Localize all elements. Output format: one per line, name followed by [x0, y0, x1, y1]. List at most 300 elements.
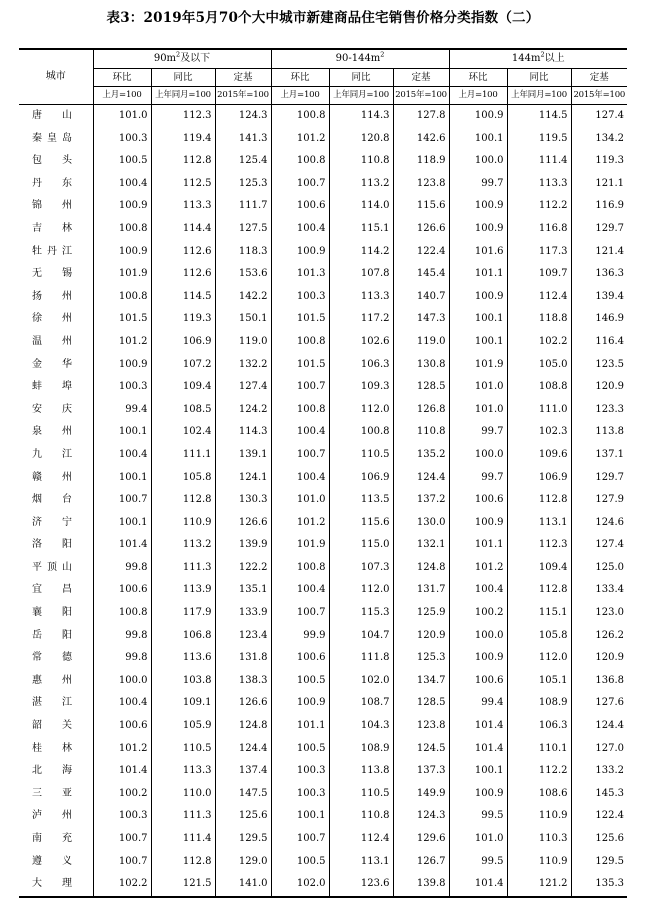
index-value-cell: 110.1 [507, 738, 571, 761]
index-value-cell: 130.3 [215, 489, 271, 512]
index-value-cell: 127.4 [595, 110, 625, 121]
index-value-cell: 146.9 [595, 313, 625, 325]
index-value-cell: 121.5 [151, 873, 215, 897]
index-value-cell: 100.8 [271, 557, 329, 580]
index-value-cell: 100.6 [271, 195, 329, 218]
index-value-cell: 100.4 [449, 579, 507, 602]
index-value-cell: 100.9 [449, 783, 507, 806]
index-value-cell: 100.1 [449, 308, 507, 331]
index-value-cell: 101.4 [449, 873, 507, 897]
index-value-cell: 106.9 [507, 467, 571, 490]
index-value-cell: 112.2 [507, 195, 571, 218]
index-value-cell: 100.7 [93, 828, 151, 851]
table-row [19, 399, 627, 422]
index-value-cell: 100.4 [271, 421, 329, 444]
index-value-cell: 134.7 [393, 670, 449, 693]
index-value-cell: 100.8 [271, 331, 329, 354]
city-name: 无锡 [32, 268, 72, 280]
city-name: 泸州 [32, 810, 72, 822]
index-value-cell: 119.0 [215, 331, 271, 354]
index-value-cell: 100.4 [93, 444, 151, 467]
index-value-cell: 111.0 [507, 399, 571, 422]
city-name: 岳阳 [32, 629, 72, 641]
index-value-cell: 107.3 [329, 557, 393, 580]
city-cell [19, 760, 93, 783]
index-value-cell: 133.2 [595, 765, 625, 777]
index-value-cell: 123.5 [595, 358, 625, 370]
index-value-cell: 115.1 [507, 602, 571, 625]
city-name: 九江 [32, 448, 72, 460]
index-value-cell: 109.4 [151, 376, 215, 399]
table-row [19, 489, 627, 512]
city-cell [19, 354, 93, 377]
table-row [19, 557, 627, 580]
group-header-suffix: 以上 [544, 53, 565, 64]
index-value-cell: 110.8 [329, 805, 393, 828]
index-value-cell: 110.5 [329, 444, 393, 467]
city-cell [19, 647, 93, 670]
index-value-cell: 126.2 [595, 629, 625, 641]
index-value-cell: 106.9 [151, 331, 215, 354]
index-value-cell: 127.0 [595, 742, 625, 754]
city-name: 金华 [32, 358, 72, 370]
index-value-cell: 132.1 [393, 534, 449, 557]
city-cell [19, 692, 93, 715]
index-value-cell: 124.4 [393, 467, 449, 490]
city-cell [19, 376, 93, 399]
index-value-cell: 106.8 [151, 625, 215, 648]
index-value-cell: 111.1 [151, 444, 215, 467]
index-value-cell: 102.0 [329, 670, 393, 693]
city-cell [19, 534, 93, 557]
index-value-cell: 109.4 [507, 557, 571, 580]
city-cell [19, 783, 93, 806]
index-value-cell: 100.9 [93, 195, 151, 218]
index-value-cell: 112.8 [151, 150, 215, 173]
index-value-cell: 102.6 [329, 331, 393, 354]
index-value-cell: 114.5 [507, 105, 571, 128]
index-value-cell: 102.2 [507, 331, 571, 354]
index-value-cell: 123.4 [215, 625, 271, 648]
index-value-cell: 100.7 [93, 489, 151, 512]
index-value-cell: 100.3 [93, 128, 151, 151]
group-header [449, 49, 627, 69]
index-value-cell: 113.5 [329, 489, 393, 512]
index-value-cell: 119.3 [595, 155, 625, 167]
subhead-cell: 定基 [215, 69, 271, 87]
index-value-cell: 115.1 [329, 218, 393, 241]
index-value-cell: 115.3 [329, 602, 393, 625]
city-cell [19, 512, 93, 535]
group-header-label: 90m [153, 53, 177, 64]
index-value-cell: 99.4 [449, 692, 507, 715]
index-value-cell: 101.9 [271, 534, 329, 557]
table-row [19, 670, 627, 693]
table-row [19, 128, 627, 151]
index-value-cell: 101.4 [93, 534, 151, 557]
index-value-cell: 100.3 [271, 783, 329, 806]
index-value-cell: 124.3 [393, 805, 449, 828]
index-value-cell: 100.3 [93, 376, 151, 399]
city-cell [19, 173, 93, 196]
index-value-cell: 100.1 [449, 331, 507, 354]
index-value-cell: 124.3 [215, 105, 271, 128]
city-cell [19, 625, 93, 648]
index-value-cell: 100.5 [93, 150, 151, 173]
index-value-cell: 118.9 [393, 150, 449, 173]
index-value-cell: 101.2 [449, 557, 507, 580]
index-value-cell: 133.4 [595, 584, 625, 596]
index-value-cell: 101.2 [93, 738, 151, 761]
city-cell [19, 602, 93, 625]
index-value-cell: 112.8 [507, 489, 571, 512]
index-value-cell: 100.7 [271, 602, 329, 625]
index-value-cell: 105.0 [507, 354, 571, 377]
index-value-cell: 110.8 [329, 150, 393, 173]
index-value-cell: 129.5 [215, 828, 271, 851]
index-value-cell: 105.8 [151, 467, 215, 490]
index-value-cell: 110.9 [507, 805, 571, 828]
index-value-cell: 107.8 [329, 263, 393, 286]
index-value-cell: 124.6 [595, 516, 625, 528]
index-value-cell: 112.0 [329, 399, 393, 422]
index-value-cell: 112.8 [151, 489, 215, 512]
index-value-cell: 109.6 [507, 444, 571, 467]
index-value-cell: 109.1 [151, 692, 215, 715]
base-period-cell: 上年同月=100 [329, 87, 393, 105]
index-value-cell: 126.6 [215, 512, 271, 535]
header-row-bases [19, 87, 627, 105]
table-row [19, 647, 627, 670]
index-value-cell: 123.0 [595, 607, 625, 619]
city-name: 平顶山 [32, 561, 72, 573]
city-cell [19, 805, 93, 828]
index-value-cell: 126.6 [215, 692, 271, 715]
index-value-cell: 127.8 [393, 105, 449, 128]
index-value-cell: 126.7 [393, 851, 449, 874]
index-value-cell: 115.0 [329, 534, 393, 557]
index-value-cell: 108.6 [507, 783, 571, 806]
index-value-cell: 100.9 [93, 354, 151, 377]
index-value-cell: 102.2 [93, 873, 151, 897]
base-period-cell: 上年同月=100 [151, 87, 215, 105]
index-value-cell: 116.8 [507, 218, 571, 241]
index-value-cell: 113.3 [507, 173, 571, 196]
city-cell [19, 286, 93, 309]
index-value-cell: 100.1 [271, 805, 329, 828]
index-value-cell: 106.3 [507, 715, 571, 738]
index-value-cell: 100.3 [93, 805, 151, 828]
index-value-cell: 100.4 [271, 467, 329, 490]
city-name: 韶关 [32, 720, 72, 732]
index-value-cell: 99.4 [93, 399, 151, 422]
city-cell [19, 105, 93, 128]
index-value-cell: 120.9 [595, 652, 625, 664]
index-value-cell: 112.8 [507, 579, 571, 602]
table-row [19, 851, 627, 874]
index-value-cell: 101.1 [449, 534, 507, 557]
index-value-cell: 132.2 [215, 354, 271, 377]
index-value-cell: 100.7 [93, 851, 151, 874]
index-value-cell: 112.6 [151, 263, 215, 286]
table-row [19, 444, 627, 467]
index-value-cell: 137.2 [393, 489, 449, 512]
city-cell [19, 670, 93, 693]
index-value-cell: 101.0 [449, 399, 507, 422]
index-value-cell: 137.1 [595, 448, 625, 460]
index-value-cell: 100.5 [271, 738, 329, 761]
index-value-cell: 124.4 [595, 720, 625, 732]
index-value-cell: 100.9 [449, 105, 507, 128]
index-value-cell: 141.3 [215, 128, 271, 151]
group-header-superscript: 2 [380, 50, 385, 59]
index-value-cell: 113.9 [151, 579, 215, 602]
index-value-cell: 101.2 [271, 512, 329, 535]
index-value-cell: 127.4 [215, 376, 271, 399]
index-value-cell: 129.0 [215, 851, 271, 874]
group-header [271, 49, 449, 69]
index-value-cell: 100.7 [271, 828, 329, 851]
index-value-cell: 127.4 [595, 539, 625, 551]
index-value-cell: 128.5 [393, 376, 449, 399]
base-period-cell: 上月=100 [271, 87, 329, 105]
index-value-cell: 100.5 [271, 670, 329, 693]
index-value-cell: 99.9 [271, 625, 329, 648]
city-cell [19, 715, 93, 738]
index-value-cell: 121.4 [595, 245, 625, 257]
index-value-cell: 101.5 [93, 308, 151, 331]
index-value-cell: 99.8 [93, 647, 151, 670]
city-name: 赣州 [32, 471, 72, 483]
index-value-cell: 112.3 [151, 105, 215, 128]
index-value-cell: 119.3 [151, 308, 215, 331]
index-value-cell: 104.3 [329, 715, 393, 738]
city-cell [19, 128, 93, 151]
table-row [19, 263, 627, 286]
index-value-cell: 113.1 [329, 851, 393, 874]
index-value-cell: 130.0 [393, 512, 449, 535]
index-value-cell: 105.1 [507, 670, 571, 693]
index-value-cell: 123.8 [393, 173, 449, 196]
index-value-cell: 115.6 [329, 512, 393, 535]
group-header-superscript: 2 [176, 50, 181, 59]
index-value-cell: 122.4 [393, 241, 449, 264]
index-value-cell: 100.1 [449, 128, 507, 151]
index-value-cell: 100.0 [93, 670, 151, 693]
index-value-cell: 101.5 [271, 354, 329, 377]
subhead-cell: 环比 [93, 69, 151, 87]
index-value-cell: 114.3 [329, 105, 393, 128]
city-name: 济宁 [32, 516, 72, 528]
group-header-label: 144m [511, 53, 541, 64]
index-value-cell: 123.8 [393, 715, 449, 738]
index-value-cell: 111.3 [151, 805, 215, 828]
city-cell [19, 195, 93, 218]
base-period-cell: 上月=100 [93, 87, 151, 105]
index-value-cell: 100.9 [93, 241, 151, 264]
index-value-cell: 104.7 [329, 625, 393, 648]
index-value-cell: 112.4 [329, 828, 393, 851]
group-header-label: 90-144m [335, 53, 381, 64]
index-value-cell: 100.8 [271, 105, 329, 128]
subhead-cell: 定基 [393, 69, 449, 87]
index-value-cell: 110.5 [329, 783, 393, 806]
index-value-cell: 100.7 [271, 173, 329, 196]
city-name: 南充 [32, 833, 72, 844]
index-value-cell: 100.4 [93, 173, 151, 196]
index-value-cell: 149.9 [393, 783, 449, 806]
index-value-cell: 124.2 [215, 399, 271, 422]
index-value-cell: 139.9 [215, 534, 271, 557]
index-value-cell: 112.0 [329, 579, 393, 602]
index-value-cell: 100.0 [449, 150, 507, 173]
index-value-cell: 101.5 [271, 308, 329, 331]
city-cell [19, 218, 93, 241]
index-value-cell: 108.7 [329, 692, 393, 715]
index-value-cell: 100.9 [271, 692, 329, 715]
city-name: 扬州 [32, 290, 72, 302]
city-name: 大理 [32, 878, 72, 890]
table-row [19, 602, 627, 625]
index-value-cell: 135.3 [571, 873, 627, 897]
index-value-cell: 100.2 [449, 602, 507, 625]
index-value-cell: 121.1 [595, 177, 625, 189]
city-name: 温州 [32, 335, 72, 347]
index-value-cell: 100.8 [271, 399, 329, 422]
index-value-cell: 117.9 [151, 602, 215, 625]
index-value-cell: 100.8 [329, 421, 393, 444]
index-value-cell: 114.0 [329, 195, 393, 218]
index-value-cell: 124.5 [393, 738, 449, 761]
base-period-cell: 上年同月=100 [507, 87, 571, 105]
index-value-cell: 99.7 [449, 467, 507, 490]
index-value-cell: 101.6 [449, 241, 507, 264]
index-value-cell: 102.3 [507, 421, 571, 444]
subhead-cell: 定基 [571, 69, 627, 87]
index-value-cell: 111.8 [329, 647, 393, 670]
index-value-cell: 112.6 [151, 241, 215, 264]
index-value-cell: 101.2 [93, 331, 151, 354]
index-value-cell: 100.3 [271, 286, 329, 309]
city-cell [19, 738, 93, 761]
index-value-cell: 111.7 [215, 195, 271, 218]
index-value-cell: 105.8 [507, 625, 571, 648]
table-row [19, 286, 627, 309]
base-period-cell: 上月=100 [449, 87, 507, 105]
index-value-cell: 110.9 [507, 851, 571, 874]
index-value-cell: 100.9 [271, 241, 329, 264]
index-value-cell: 109.7 [507, 263, 571, 286]
index-value-cell: 100.1 [93, 421, 151, 444]
city-name: 泉州 [32, 426, 72, 438]
index-value-cell: 119.4 [151, 128, 215, 151]
index-value-cell: 100.1 [93, 512, 151, 535]
index-value-cell: 147.5 [215, 783, 271, 806]
index-value-cell: 120.8 [329, 128, 393, 151]
index-value-cell: 101.4 [93, 760, 151, 783]
index-value-cell: 101.9 [93, 263, 151, 286]
index-value-cell: 112.8 [151, 851, 215, 874]
table-row [19, 331, 627, 354]
table-row [19, 715, 627, 738]
index-value-cell: 113.6 [151, 647, 215, 670]
city-cell [19, 851, 93, 874]
group-header [93, 49, 271, 69]
index-value-cell: 129.7 [595, 222, 625, 234]
city-name: 桂林 [32, 742, 72, 754]
city-name: 北海 [32, 765, 72, 777]
city-name: 丹东 [32, 177, 72, 189]
index-value-cell: 108.9 [507, 692, 571, 715]
table-header [19, 49, 627, 105]
index-value-cell: 113.8 [595, 426, 625, 438]
city-cell [19, 421, 93, 444]
index-value-cell: 135.2 [393, 444, 449, 467]
table-row [19, 873, 627, 897]
table-row [19, 218, 627, 241]
index-value-cell: 127.9 [595, 494, 625, 506]
base-period-cell: 2015年=100 [571, 87, 627, 105]
index-value-cell: 153.6 [215, 263, 271, 286]
index-value-cell: 100.9 [449, 195, 507, 218]
index-value-cell: 101.4 [449, 738, 507, 761]
index-value-cell: 124.4 [215, 738, 271, 761]
index-value-cell: 119.0 [393, 331, 449, 354]
index-value-cell: 135.1 [215, 579, 271, 602]
table-row [19, 805, 627, 828]
index-value-cell: 100.9 [449, 647, 507, 670]
index-value-cell: 142.6 [393, 128, 449, 151]
index-value-cell: 122.4 [595, 810, 625, 822]
city-name: 秦皇岛 [32, 132, 72, 144]
index-value-cell: 112.3 [507, 534, 571, 557]
index-value-cell: 100.6 [271, 647, 329, 670]
city-name: 唐山 [32, 110, 72, 121]
index-value-cell: 101.0 [449, 376, 507, 399]
city-cell [19, 873, 93, 897]
index-value-cell: 121.2 [507, 873, 571, 897]
base-period-cell: 2015年=100 [393, 87, 449, 105]
city-name: 湛江 [32, 697, 72, 709]
index-value-cell: 102.4 [151, 421, 215, 444]
group-header-superscript: 2 [540, 50, 545, 59]
index-value-cell: 99.8 [93, 625, 151, 648]
index-value-cell: 117.2 [329, 308, 393, 331]
table-body [19, 105, 627, 897]
table-row [19, 692, 627, 715]
index-value-cell: 113.2 [151, 534, 215, 557]
index-value-cell: 108.9 [329, 738, 393, 761]
index-value-cell: 99.5 [449, 805, 507, 828]
index-value-cell: 147.3 [393, 308, 449, 331]
index-value-cell: 111.4 [151, 828, 215, 851]
index-value-cell: 127.5 [215, 218, 271, 241]
index-value-cell: 111.4 [507, 150, 571, 173]
group-header-suffix: 及以下 [180, 53, 211, 64]
index-value-cell: 139.8 [393, 873, 449, 897]
city-name: 蚌埠 [32, 381, 72, 393]
index-value-cell: 114.2 [329, 241, 393, 264]
subhead-cell: 同比 [507, 69, 571, 87]
index-value-cell: 100.6 [93, 715, 151, 738]
index-value-cell: 111.3 [151, 557, 215, 580]
index-value-cell: 119.5 [507, 128, 571, 151]
index-value-cell: 100.6 [449, 670, 507, 693]
table-row [19, 512, 627, 535]
index-value-cell: 113.2 [329, 173, 393, 196]
index-value-cell: 110.5 [151, 738, 215, 761]
index-value-cell: 110.8 [393, 421, 449, 444]
